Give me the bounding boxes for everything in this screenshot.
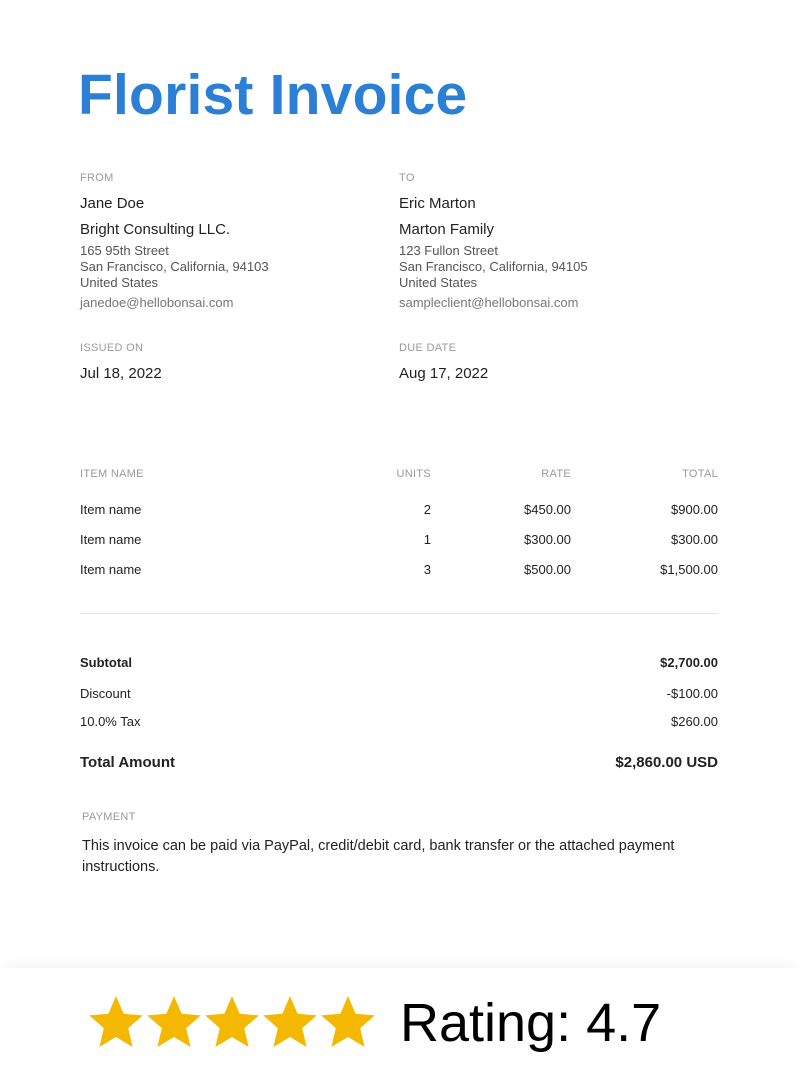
from-address: [80, 243, 269, 291]
to-label: TO: [399, 172, 415, 184]
star-icon: [319, 994, 377, 1052]
table-row: [80, 532, 718, 562]
item-name-cell: Item name: [80, 502, 142, 517]
from-address-line: San Francisco, California, 94103: [80, 259, 269, 274]
rating-text: Rating: 4.7: [400, 993, 662, 1053]
tax-row: [80, 714, 718, 734]
subtotal-row: [80, 655, 718, 675]
item-total-cell: $900.00: [671, 502, 718, 517]
from-email[interactable]: janedoe@hellobonsai.com: [80, 295, 234, 310]
total-row: [80, 754, 718, 774]
item-rate-cell: $450.00: [524, 502, 571, 517]
item-rate-cell: $500.00: [524, 562, 571, 577]
star-icon: [145, 994, 203, 1052]
header-total: TOTAL: [682, 468, 718, 480]
rating-stars: [87, 994, 377, 1052]
from-company: Bright Consulting LLC.: [80, 221, 231, 238]
header-units: UNITS: [396, 468, 431, 480]
from-label: FROM: [80, 172, 114, 184]
discount-value: -$100.00: [666, 686, 718, 701]
total-value: $2,860.00 USD: [615, 754, 718, 771]
due-date: Aug 17, 2022: [399, 365, 489, 382]
star-icon: [87, 994, 145, 1052]
table-row: [80, 502, 718, 532]
star-icon: [261, 994, 319, 1052]
from-address-line: 165 95th Street: [80, 243, 169, 258]
item-name-cell: Item name: [80, 532, 142, 547]
discount-row: [80, 686, 718, 706]
header-rate: RATE: [541, 468, 571, 480]
item-total-cell: $1,500.00: [660, 562, 718, 577]
to-company: Marton Family: [399, 221, 495, 238]
to-address-line: San Francisco, California, 94105: [399, 259, 588, 274]
tax-label: 10.0% Tax: [80, 714, 141, 729]
to-address-line: 123 Fullon Street: [399, 243, 499, 258]
star-icon: [203, 994, 261, 1052]
from-address-line: United States: [80, 275, 159, 290]
table-row: [80, 562, 718, 592]
to-address: [399, 243, 588, 291]
from-name: Jane Doe: [80, 195, 145, 212]
page-title: Florist Invoice: [78, 63, 468, 127]
to-address-line: United States: [399, 275, 478, 290]
item-units-cell: 1: [423, 532, 431, 547]
due-label: DUE DATE: [399, 342, 457, 354]
issued-date: Jul 18, 2022: [80, 365, 162, 382]
payment-text: This invoice can be paid via PayPal, credit/debit card, bank transfer or the attached payment instructions.: [82, 838, 675, 875]
discount-label: Discount: [80, 686, 131, 701]
item-total-cell: $300.00: [671, 532, 718, 547]
item-rate-cell: $300.00: [524, 532, 571, 547]
payment-label: PAYMENT: [82, 811, 136, 823]
to-name: Eric Marton: [399, 195, 476, 212]
total-label: Total Amount: [80, 754, 175, 771]
to-email[interactable]: sampleclient@hellobonsai.com: [399, 295, 579, 310]
header-item-name: ITEM NAME: [80, 468, 144, 480]
items-header-row: [80, 468, 718, 502]
tax-value: $260.00: [671, 714, 718, 729]
issued-label: ISSUED ON: [80, 342, 144, 354]
item-name-cell: Item name: [80, 562, 142, 577]
subtotal-label: Subtotal: [80, 655, 132, 670]
subtotal-value: $2,700.00: [660, 655, 718, 670]
item-units-cell: 3: [423, 562, 431, 577]
items-divider: [80, 613, 718, 614]
items-table: [80, 468, 718, 592]
rating-bar: [0, 968, 800, 1080]
item-units-cell: 2: [423, 502, 431, 517]
